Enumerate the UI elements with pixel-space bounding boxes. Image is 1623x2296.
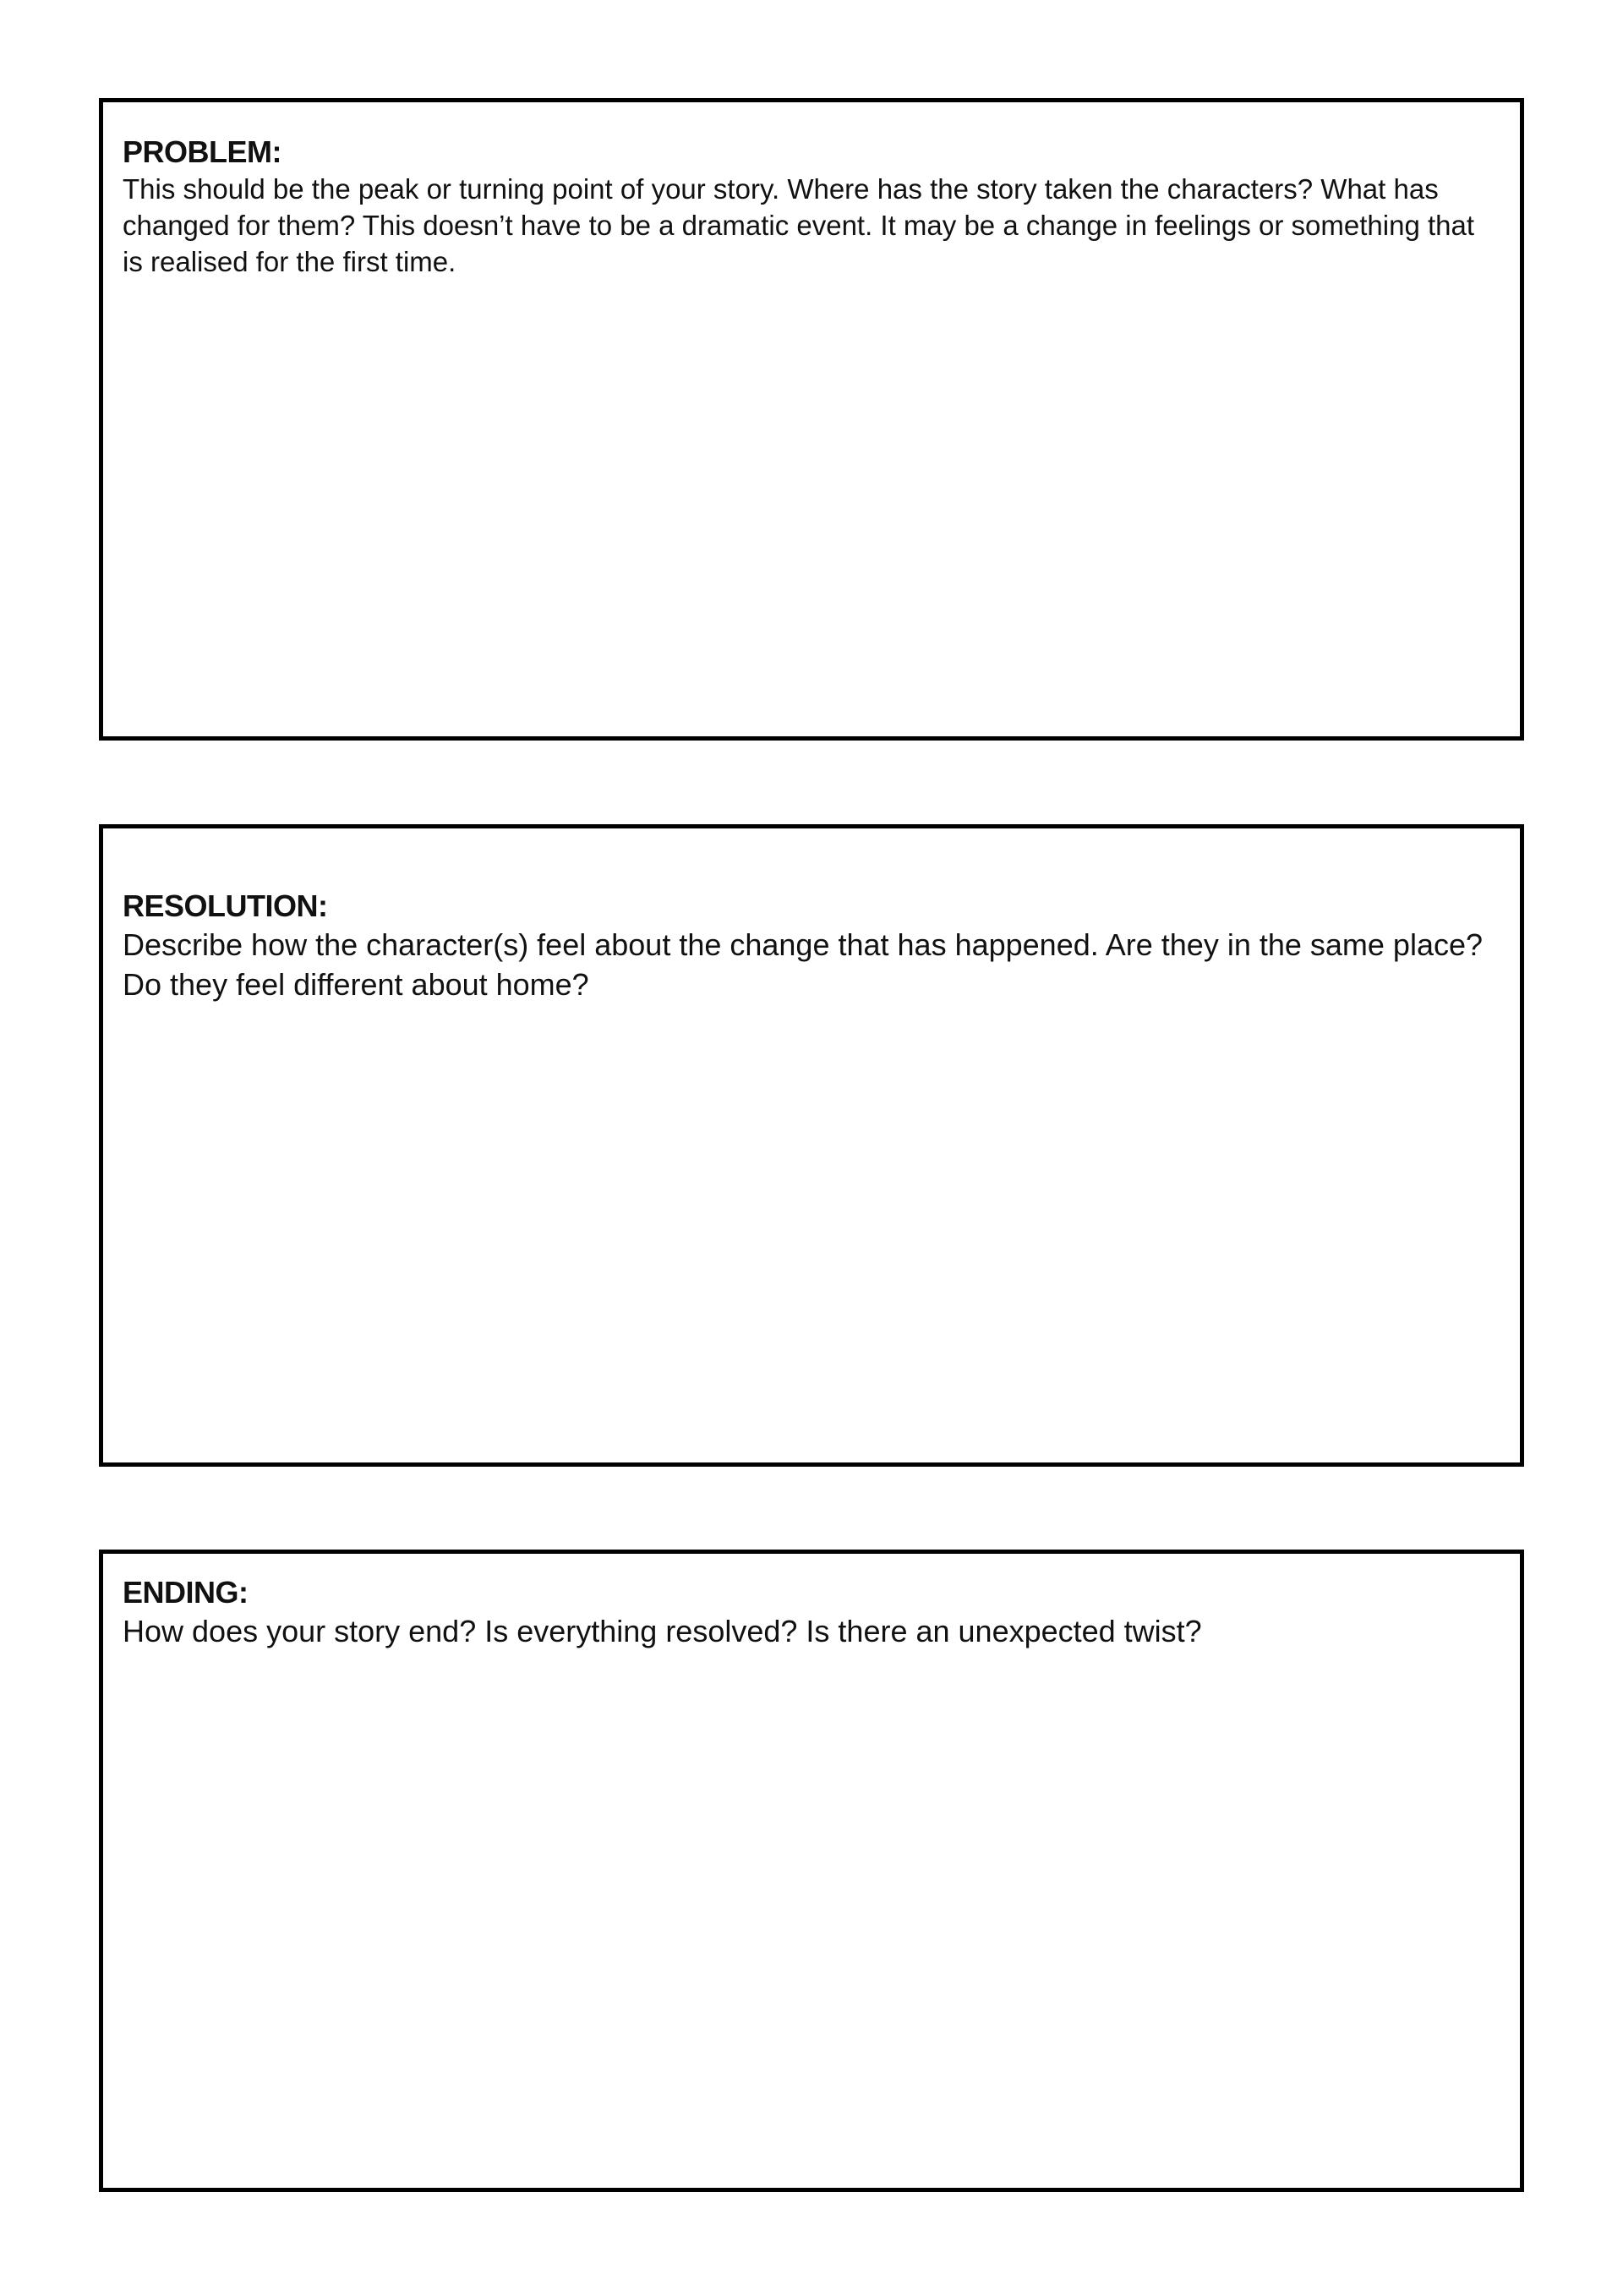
problem-box <box>99 98 1524 741</box>
resolution-content <box>123 888 1500 1004</box>
ending-prompt: How does your story end? Is everything resolved? Is there an unexpected twist? <box>123 1614 1202 1648</box>
problem-prompt: This should be the peak or turning point of your story. Where has the story taken the characters? What has changed for them? This doesn’t have to be a dramatic event. It may be a change in feelings or something that is realised for the first time. <box>123 173 1475 277</box>
problem-content <box>123 134 1500 280</box>
ending-box <box>99 1550 1524 2192</box>
resolution-box <box>99 824 1524 1467</box>
ending-content <box>123 1574 1500 1651</box>
problem-heading: PROBLEM: <box>123 134 281 169</box>
resolution-prompt: Describe how the character(s) feel about the change that has happened. Are they in the same place? Do they feel different about home? <box>123 927 1484 1002</box>
resolution-heading: RESOLUTION: <box>123 888 328 923</box>
ending-heading: ENDING: <box>123 1575 249 1610</box>
